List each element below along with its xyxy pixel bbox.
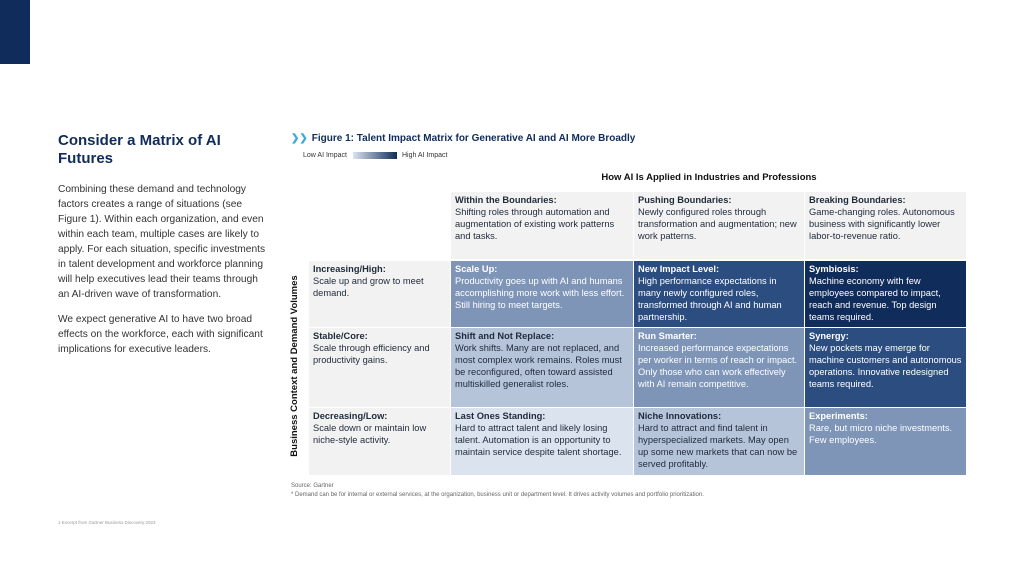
cell-title: Shift and Not Replace: (455, 331, 555, 341)
row-title: Stable/Core: (313, 331, 368, 341)
row-header-increasing (309, 261, 450, 327)
figure-title-text: Figure 1: Talent Impact Matrix for Generative AI and AI More Broadly (311, 133, 636, 144)
matrix-cell-symbiosis (805, 261, 966, 327)
cell-title: Experiments: (809, 411, 868, 421)
matrix-cell-last-ones-standing (451, 408, 633, 475)
cell-desc: Productivity goes up with AI and humans accomplishing more work with less effort. Still hiring to meet targets. (455, 276, 625, 310)
cell-title: Niche Innovations: (638, 411, 722, 421)
column-header-breaking (805, 192, 966, 259)
left-text-column (58, 132, 268, 367)
legend-high-label: High AI Impact (401, 152, 448, 159)
legend-low-label: Low AI Impact (303, 152, 347, 159)
cell-title: Run Smarter: (638, 331, 697, 341)
column-header-within (451, 192, 633, 259)
cell-title: Scale Up: (455, 264, 498, 274)
figure-source (291, 482, 704, 499)
cell-desc: Rare, but micro niche investments. Few employees. (809, 423, 953, 445)
row-title: Decreasing/Low: (313, 411, 388, 421)
column-desc: Game-changing roles. Autonomous business with significantly lower labor-to-revenue ratio. (809, 207, 955, 241)
footnote-line: * Demand can be for internal or external services, at the organization, business unit or department level. It drives activity volumes and portfolio prioritization. (291, 491, 704, 498)
row-desc: Scale down or maintain low niche-style activity. (313, 423, 427, 445)
matrix-cell-run-smarter (634, 328, 804, 407)
chevron-right-icon: ❯❯ (291, 133, 308, 144)
intro-paragraph: Combining these demand and technology factors creates a range of situations (see Figure 1). Within each organization, and even within each team, multiple cases are likely to apply. For each situation, specific investments in talent development and workforce planning will help executives lead their teams through an AI-driven wave of transformation. (58, 184, 266, 300)
row-desc: Scale through efficiency and productivity gains. (313, 343, 430, 365)
column-desc: Newly configured roles through transformation and augmentation; new work patterns. (638, 207, 797, 241)
column-header-pushing (634, 192, 804, 259)
column-title: Breaking Boundaries: (809, 195, 906, 205)
cell-title: Symbiosis: (809, 264, 859, 274)
page-footer-note: 1 Excerpt from Gartner Business Discovery 2023 (58, 520, 156, 525)
cell-title: New Impact Level: (638, 264, 720, 274)
row-axis-title: Business Context and Demand Volumes (289, 275, 300, 457)
matrix-cell-shift-not-replace (451, 328, 633, 407)
impact-legend (303, 152, 448, 159)
cell-desc: Work shifts. Many are not replaced, and most complex work remains. Roles must be reconfigured, often toward assisted multiskilled generalist roles. (455, 343, 622, 389)
row-desc: Scale up and grow to meet demand. (313, 276, 424, 298)
matrix-cell-new-impact-level (634, 261, 804, 327)
effects-paragraph: We expect generative AI to have two broad effects on the workforce, each with significant implications for executive leaders. (58, 314, 263, 355)
cell-desc: Hard to attract and find talent in hyperspecialized markets. May open up some new markets that can now be served profitably. (638, 423, 798, 469)
column-title: Within the Boundaries: (455, 195, 557, 205)
cell-title: Synergy: (809, 331, 849, 341)
cell-desc: New pockets may emerge for machine customers and autonomous operations. Innovative redesigned teams required. (809, 343, 962, 389)
matrix-cell-synergy (805, 328, 966, 407)
matrix-cell-niche-innovations (634, 408, 804, 475)
cell-title: Last Ones Standing: (455, 411, 546, 421)
cell-desc: Machine economy with few employees compared to impact, reach and revenue. Top design teams required. (809, 276, 941, 322)
cell-desc: Hard to attract talent and likely losing talent. Automation is an opportunity to maintain service despite talent shortage. (455, 423, 622, 457)
section-heading: Consider a Matrix of AI Futures (58, 132, 221, 167)
cell-desc: Increased performance expectations per worker in terms of reach or impact. Only those who can work effectively with AI remain competitive. (638, 343, 798, 389)
row-header-stable (309, 328, 450, 407)
source-line: Source: Gartner (291, 483, 334, 489)
row-title: Increasing/High: (313, 264, 386, 274)
corner-accent-block (0, 0, 30, 64)
row-header-decreasing (309, 408, 450, 475)
matrix-cell-scale-up (451, 261, 633, 327)
figure-title (291, 133, 635, 144)
matrix-cell-experiments (805, 408, 966, 475)
legend-gradient (353, 152, 397, 159)
column-title: Pushing Boundaries: (638, 195, 732, 205)
cell-desc: High performance expectations in many newly configured roles, transformed through AI and human partnership. (638, 276, 782, 322)
column-desc: Shifting roles through automation and augmentation of existing work patterns and tasks. (455, 207, 615, 241)
column-axis-title: How AI Is Applied in Industries and Professions (601, 172, 817, 183)
